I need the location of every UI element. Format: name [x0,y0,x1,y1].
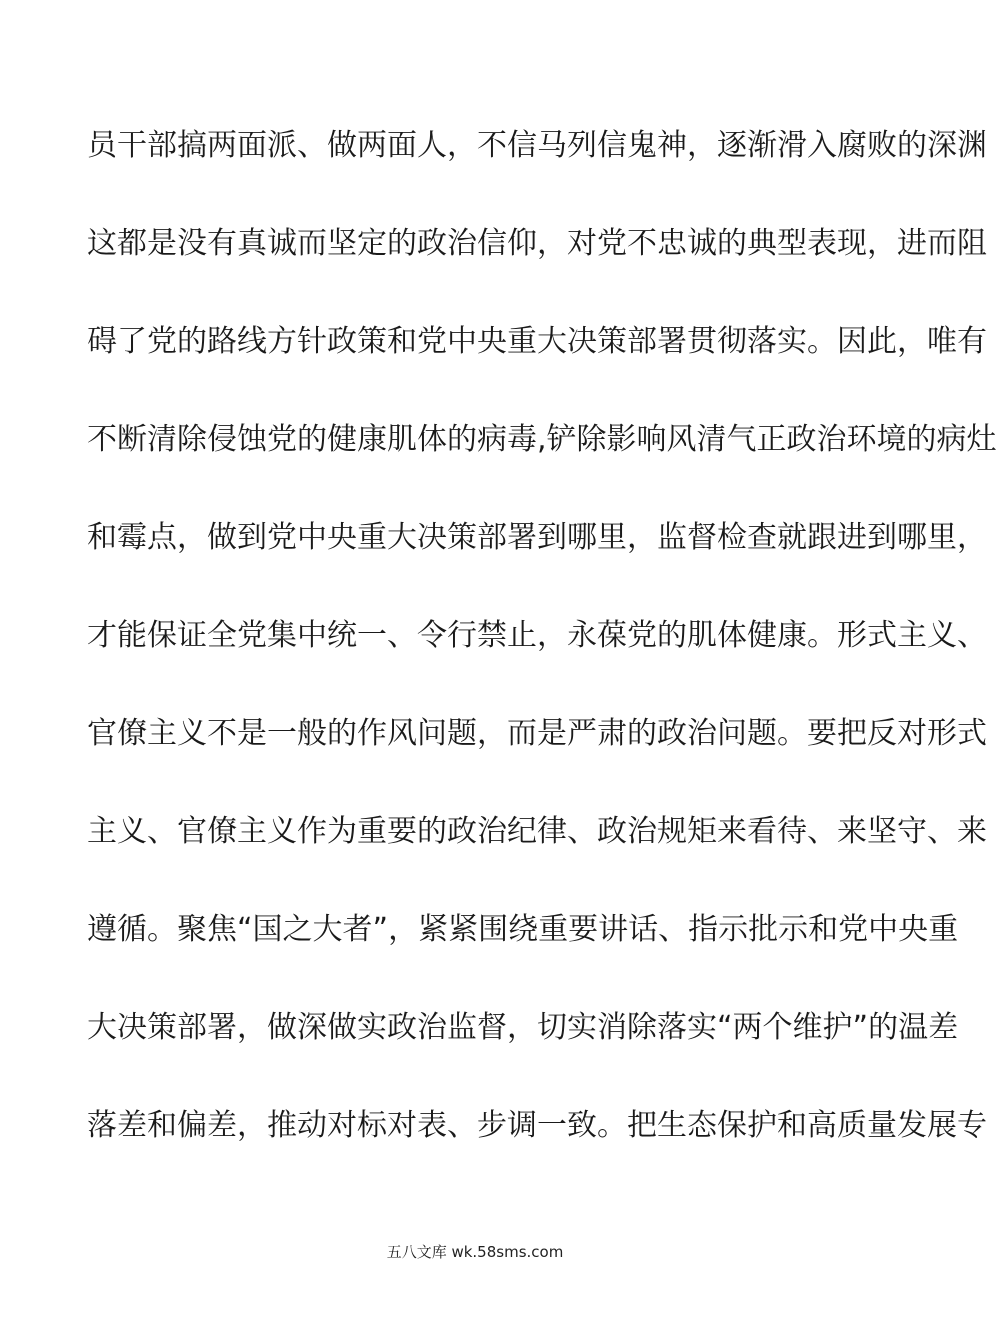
body-text-line: 碍了党的路线方针政策和党中央重大决策部署贯彻落实。因此，唯有 [87,324,987,359]
body-text-line: 大决策部署，做深做实政治监督，切实消除落实“两个维护”的温差 [87,1010,959,1045]
body-text-line: 遵循。聚焦“国之大者”，紧紧围绕重要讲话、指示批示和党中央重 [87,912,959,947]
body-text-line: 和霉点，做到党中央重大决策部署到哪里，监督检查就跟进到哪里， [87,520,987,555]
body-text-line: 落差和偏差，推动对标对表、步调一致。把生态保护和高质量发展专 [87,1108,987,1143]
body-text-line: 员干部搞两面派、做两面人，不信马列信鬼神，逐渐滑入腐败的深渊 [87,128,987,163]
body-text-line: 官僚主义不是一般的作风问题，而是严肃的政治问题。要把反对形式 [87,716,987,751]
body-text-line: 这都是没有真诚而坚定的政治信仰，对党不忠诚的典型表现，进而阻 [87,226,987,261]
body-text-line: 不断清除侵蚀党的健康肌体的病毒,铲除影响风清气正政治环境的病灶 [87,422,997,457]
body-text-line: 才能保证全党集中统一、令行禁止，永葆党的肌体健康。形式主义、 [87,618,987,653]
body-text-line: 主义、官僚主义作为重要的政治纪律、政治规矩来看待、来坚守、来 [87,814,987,849]
footer-watermark: 五八文库 wk.58sms.com [386,1243,564,1261]
